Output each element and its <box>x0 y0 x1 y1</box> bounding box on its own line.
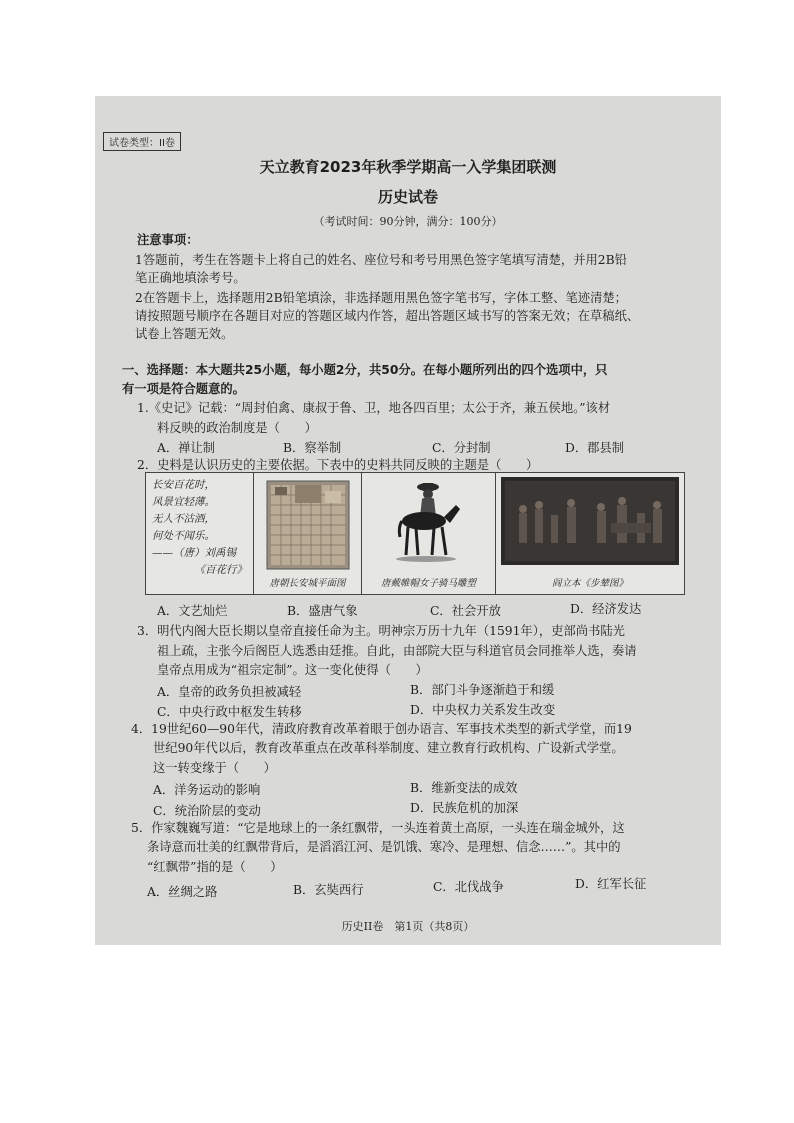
question-5-stem: 5．作家魏巍写道：“它是地球上的一条红飘带，一头连着黄土高原，一头连在瑞金城外，这 <box>131 821 625 835</box>
question-5-stem: 条诗意而壮美的红飘带背后，是滔滔江河、是饥饿、寒冷、是理想、信念……”。其中的 <box>147 840 621 854</box>
q5-option-c: C．北伐战争 <box>433 880 504 894</box>
q2-option-c: C．社会开放 <box>430 604 501 618</box>
question-3-stem: 3．明代内阁大臣长期以皇帝直接任命为主。明神宗万历十九年（1591年），吏部尚书陆光 <box>137 624 625 638</box>
painting-cell <box>496 473 684 594</box>
poem-cell <box>146 473 254 594</box>
exam-time-info: （考试时间：90分钟，满分：100分） <box>313 215 503 228</box>
question-3-stem: 祖上疏，主张今后阁臣人选悉由廷推。自此，由部院大臣与科道官员会同推举人选，奏请 <box>157 644 637 658</box>
q2-option-b: B．盛唐气象 <box>287 604 358 618</box>
paper-type-label: 试卷类型：II卷 <box>103 132 181 151</box>
q3-option-d: D．中央权力关系发生改变 <box>410 703 556 717</box>
notes-line: 1答题前，考生在答题卡上将自己的姓名、座位号和考号用黑色签字笔填写清楚，并用2B铅 <box>135 253 627 267</box>
q3-option-b: B．部门斗争逐渐趋于和缓 <box>410 683 555 697</box>
q4-option-d: D．民族危机的加深 <box>410 801 519 815</box>
horse-rider-sculpture-image <box>364 475 494 575</box>
notes-line: 笔正确地填涂考号。 <box>135 271 246 285</box>
q2-option-a: A．文艺灿烂 <box>157 604 228 618</box>
q1-option-b: B．察举制 <box>283 441 342 455</box>
poem-line: 无人不沽酒， <box>152 513 215 525</box>
question-1-stem: 料反映的政治制度是（ ） <box>157 421 317 435</box>
notes-line: 2在答题卡上，选择题用2B铅笔填涂，非选择题用黑色签字笔书写，字体工整、笔迹清楚； <box>135 291 627 305</box>
poem-line: 风景宜轻薄。 <box>152 496 215 508</box>
poem-title: 《百花行》 <box>194 564 247 576</box>
q5-option-d: D．红军长征 <box>575 877 647 891</box>
notes-line: 试卷上答题无效。 <box>135 327 234 341</box>
city-plan-caption: 唐朝长安城平面图 <box>269 578 346 589</box>
q4-option-b: B．维新变法的成效 <box>410 781 518 795</box>
q2-option-d: D．经济发达 <box>570 602 642 616</box>
exam-page <box>95 96 721 945</box>
page-footer: 历史II卷 第1页（共8页） <box>341 920 475 933</box>
q5-option-a: A．丝绸之路 <box>147 885 218 899</box>
poem-author: ——（唐）刘禹锡 <box>152 547 236 559</box>
painting-caption: 阎立本《步辇图》 <box>551 578 628 589</box>
sculpture-cell <box>362 473 496 594</box>
exam-title: 天立教育2023年秋季学期高一入学集团联测 <box>259 158 557 176</box>
poem-line: 长安百花时， <box>152 479 215 491</box>
notes-heading: 注意事项： <box>137 233 199 247</box>
question-5-stem: “红飘带”指的是（ ） <box>147 860 283 874</box>
q1-option-d: D．郡县制 <box>565 441 625 455</box>
bunian-painting-image <box>501 477 679 565</box>
question-4-stem: 世纪90年代以后，教育改革重点在改革科举制度、建立教育行政机构、广设新式学堂。 <box>153 741 624 755</box>
q4-option-c: C．统治阶层的变动 <box>153 804 261 818</box>
exam-subtitle: 历史试卷 <box>377 188 438 206</box>
q5-option-b: B．玄奘西行 <box>293 883 364 897</box>
poem-text <box>146 473 253 583</box>
changan-city-plan-image <box>255 477 361 577</box>
question-1-stem: 1.《史记》记载：“周封伯禽、康叔于鲁、卫，地各四百里；太公于齐，兼五侯地。”该材 <box>137 401 611 415</box>
q3-option-c: C．中央行政中枢发生转移 <box>157 705 302 719</box>
question-2-stem: 2．史料是认识历史的主要依据。下表中的史料共同反映的主题是（ ） <box>137 458 539 472</box>
notes-line: 请按照题号顺序在各题目对应的答题区域内作答，超出答题区域书写的答案无效；在草稿纸、 <box>135 309 640 323</box>
q4-option-a: A．洋务运动的影响 <box>153 783 261 797</box>
question-3-stem: 皇帝点用成为“祖宗定制”。这一变化使得（ ） <box>157 663 428 677</box>
section-heading: 一、选择题：本大题共25小题，每小题2分，共50分。在每小题所列出的四个选项中，只 <box>122 363 608 377</box>
q1-option-c: C．分封制 <box>432 441 491 455</box>
city-plan-cell <box>254 473 362 594</box>
q3-option-a: A．皇帝的政务负担被减轻 <box>157 685 302 699</box>
poem-line: 何处不闻乐。 <box>152 530 215 542</box>
question-4-stem: 这一转变缘于（ ） <box>153 761 276 775</box>
question-4-stem: 4．19世纪60—90年代，清政府教育改革着眼于创办语言、军事技术类型的新式学堂，而19 <box>131 722 632 736</box>
section-heading: 有一项是符合题意的。 <box>122 382 245 396</box>
sculpture-caption: 唐戴帷帽女子骑马雕塑 <box>380 578 476 589</box>
q1-option-a: A．禅让制 <box>157 441 216 455</box>
source-table <box>145 472 685 595</box>
